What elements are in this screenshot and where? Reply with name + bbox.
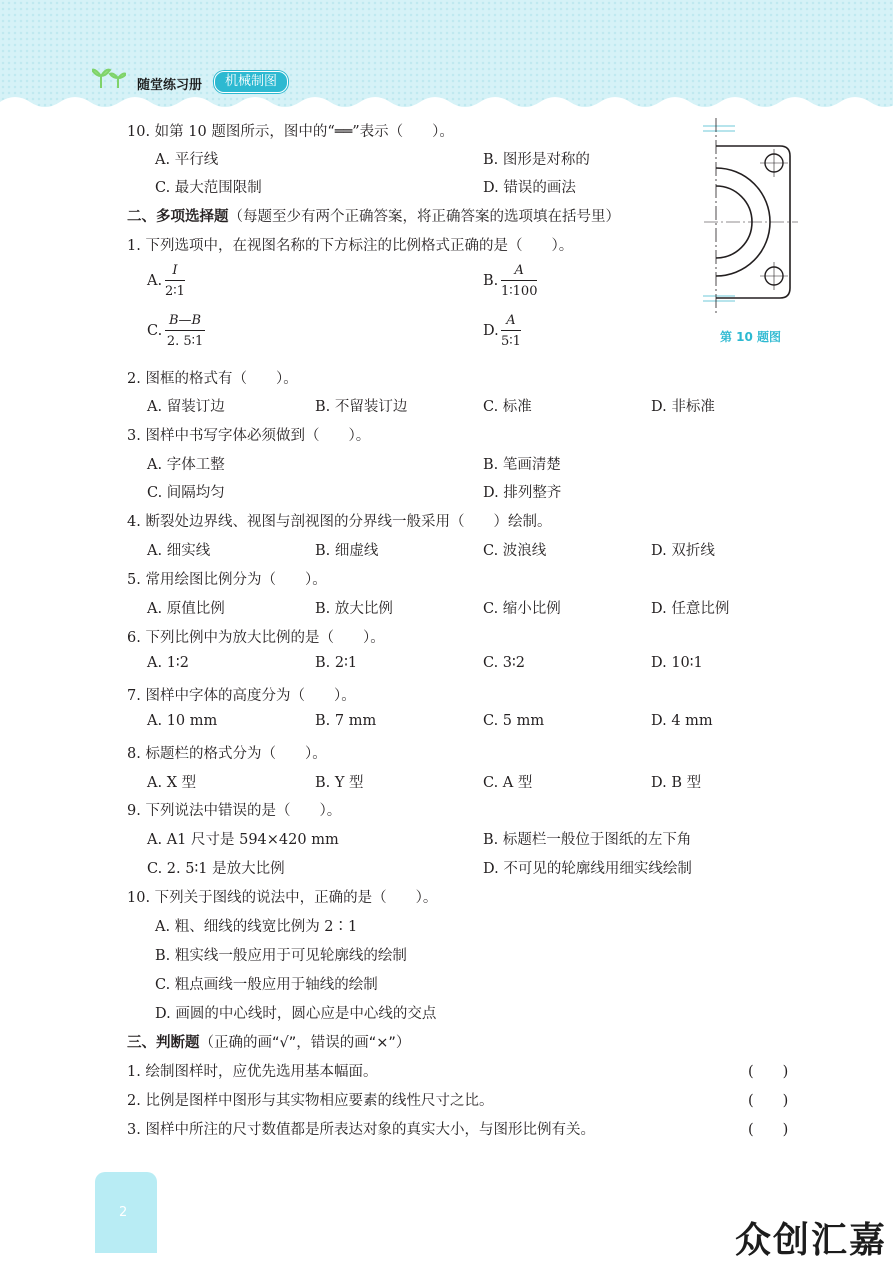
q4-option-a: A. 细实线: [147, 543, 211, 559]
q5-stem: 5. 常用绘图比例分为（ ）。: [127, 572, 327, 588]
q3-stem: 3. 图样中书写字体必须做到（ ）。: [127, 428, 371, 444]
q1-option-a-label: A.: [147, 273, 163, 289]
section2-title: 二、多项选择题: [127, 209, 229, 225]
q2-option-b: B. 不留装订边: [315, 399, 408, 415]
q2-option-d: D. 非标准: [651, 399, 715, 415]
q6-option-c: C. 3∶2: [483, 655, 526, 671]
judge-item-3: 3. 图样中所注的尺寸数值都是所表达对象的真实大小，与图形比例有关。: [127, 1122, 595, 1138]
book-name: 随堂练习册: [137, 78, 203, 93]
q5-option-d: D. 任意比例: [651, 601, 730, 617]
q10-multi-option-c: C. 粗点画线一般应用于轴线的绘制: [155, 977, 378, 993]
q7-option-a: A. 10 mm: [147, 713, 218, 729]
q10-single-stem: 10. 如第 10 题图所示，图中的“══”表示（ ）。: [127, 124, 454, 140]
section2-heading: [127, 205, 620, 226]
q5-option-b: B. 放大比例: [315, 601, 393, 617]
q9-option-c: C. 2. 5∶1 是放大比例: [147, 861, 285, 877]
q7-option-d: D. 4 mm: [651, 713, 713, 729]
q5-option-c: C. 缩小比例: [483, 601, 561, 617]
q10-multi-option-b: B. 粗实线一般应用于可见轮廓线的绘制: [155, 948, 407, 964]
header-wave: [0, 92, 893, 108]
q1-option-c-fraction: [165, 313, 205, 349]
q10-multi-option-d: D. 画圆的中心线时，圆心应是中心线的交点: [155, 1006, 437, 1022]
q10-option-a: A. 平行线: [155, 152, 219, 168]
fraction-numerator: I: [172, 263, 178, 278]
q1-option-b-fraction: [501, 263, 537, 299]
page-number: 2: [119, 1205, 128, 1220]
q8-option-d: D. B 型: [651, 775, 702, 791]
q6-stem: 6. 下列比例中为放大比例的是（ ）。: [127, 630, 385, 646]
q10-figure: [700, 118, 800, 318]
q9-option-b: B. 标题栏一般位于图纸的左下角: [483, 832, 692, 848]
q1-option-c-label: C.: [147, 323, 163, 339]
fraction-numerator: A: [514, 263, 524, 278]
q1-option-d-label: D.: [483, 323, 499, 339]
section2-note: （每题至少有两个正确答案，将正确答案的选项填在括号里）: [228, 209, 620, 225]
q10-multi-stem: 10. 下列关于图线的说法中，正确的是（ ）。: [127, 890, 438, 906]
q10-option-b: B. 图形是对称的: [483, 152, 590, 168]
judge-item-1: 1. 绘制图样时，应优先选用基本幅面。: [127, 1064, 378, 1080]
q1-stem: 1. 下列选项中，在视图名称的下方标注的比例格式正确的是（ ）。: [127, 238, 574, 254]
q9-option-d: D. 不可见的轮廓线用细实线绘制: [483, 861, 692, 877]
q9-option-a: A. A1 尺寸是 594×420 mm: [147, 832, 339, 848]
judge-answer-2[interactable]: ( ): [748, 1093, 789, 1109]
fraction-denominator: 1∶100: [501, 284, 538, 299]
q8-option-a: A. X 型: [147, 775, 197, 791]
fraction-denominator: 2. 5∶1: [166, 334, 204, 349]
q6-option-b: B. 2∶1: [315, 655, 358, 671]
figure-caption: 第 10 题图: [720, 330, 782, 344]
q10-option-d: D. 错误的画法: [483, 180, 576, 196]
sprout-logo-icon: [92, 64, 126, 90]
section3-heading: [127, 1031, 410, 1052]
q7-option-b: B. 7 mm: [315, 713, 377, 729]
q7-option-c: C. 5 mm: [483, 713, 545, 729]
q8-option-c: C. A 型: [483, 775, 533, 791]
q1-option-b-label: B.: [483, 273, 499, 289]
header-band: [0, 0, 893, 108]
section3-note: （正确的画“√”，错误的画“×”）: [199, 1035, 411, 1051]
q9-stem: 9. 下列说法中错误的是（ ）。: [127, 803, 342, 819]
judge-answer-1[interactable]: ( ): [748, 1064, 789, 1080]
q8-stem: 8. 标题栏的格式分为（ ）。: [127, 746, 327, 762]
q1-option-a-fraction: [165, 263, 185, 299]
q4-option-d: D. 双折线: [651, 543, 715, 559]
section3-title: 三、判断题: [127, 1035, 200, 1051]
q3-option-a: A. 字体工整: [147, 457, 225, 473]
fraction-numerator: B—B: [169, 313, 202, 328]
q4-option-c: C. 波浪线: [483, 543, 547, 559]
q2-option-c: C. 标准: [483, 399, 532, 415]
q2-option-a: A. 留装订边: [147, 399, 225, 415]
fraction-numerator: A: [506, 313, 516, 328]
q4-option-b: B. 细虚线: [315, 543, 379, 559]
watermark: 众创汇嘉: [735, 1220, 888, 1261]
q3-option-d: D. 排列整齐: [483, 485, 562, 501]
q3-option-c: C. 间隔均匀: [147, 485, 225, 501]
q1-option-d-fraction: [501, 313, 521, 349]
fraction-denominator: 2∶1: [165, 284, 185, 299]
q7-stem: 7. 图样中字体的高度分为（ ）。: [127, 688, 356, 704]
q2-stem: 2. 图框的格式有（ ）。: [127, 371, 298, 387]
fraction-denominator: 5∶1: [501, 334, 521, 349]
judge-answer-3[interactable]: ( ): [748, 1122, 789, 1138]
q4-stem: 4. 断裂处边界线、视图与剖视图的分界线一般采用（ ）绘制。: [127, 514, 552, 530]
q6-option-d: D. 10∶1: [651, 655, 703, 671]
judge-item-2: 2. 比例是图样中图形与其实物相应要素的线性尺寸之比。: [127, 1093, 494, 1109]
q10-option-c: C. 最大范围限制: [155, 180, 262, 196]
q10-multi-option-a: A. 粗、细线的线宽比例为 2∶1: [155, 919, 358, 935]
q8-option-b: B. Y 型: [315, 775, 364, 791]
q5-option-a: A. 原值比例: [147, 601, 225, 617]
q6-option-a: A. 1∶2: [147, 655, 189, 671]
q3-option-b: B. 笔画清楚: [483, 457, 561, 473]
book-tag: 机械制图: [214, 71, 288, 93]
